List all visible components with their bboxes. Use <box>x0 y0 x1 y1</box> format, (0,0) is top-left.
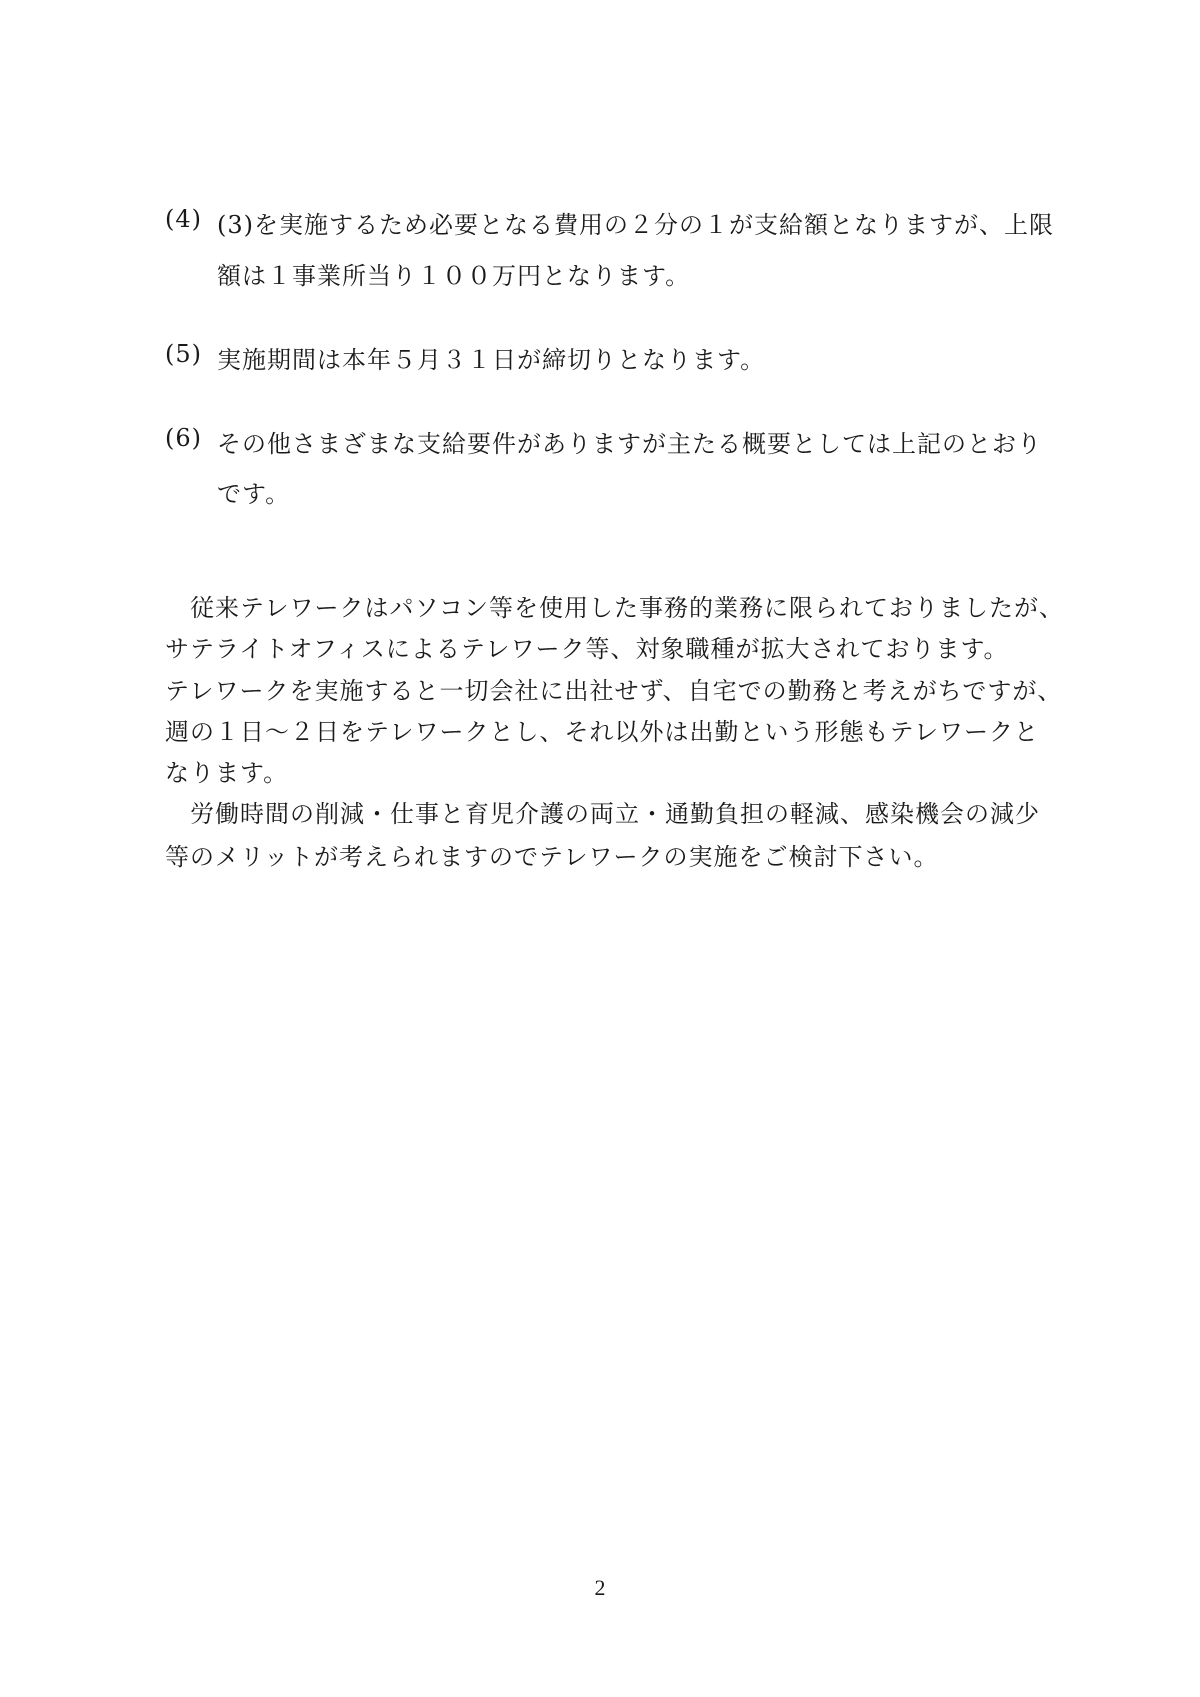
paragraph-line: 等のメリットが考えられますのでテレワークの実施をご検討下さい。 <box>165 843 939 871</box>
paragraph-line: 週の１日～２日をテレワークとし、それ以外は出勤という形態もテレワークと <box>165 718 1040 746</box>
item-line: です。 <box>217 480 291 508</box>
page-number: 2 <box>594 1575 606 1600</box>
paragraph-line: テレワークを実施すると一切会社に出社せず、自宅での勤務と考えがちですが、 <box>165 677 1063 705</box>
item-number: (4) <box>165 205 202 233</box>
paragraph-line: なります。 <box>165 759 289 787</box>
item-line: 実施期間は本年５月３１日が締切りとなります。 <box>217 346 766 374</box>
item-line: その他さまざまな支給要件がありますが主たる概要としては上記のとおり <box>217 430 1042 458</box>
item-line: (3)を実施するため必要となる費用の２分の１が支給額となりますが、上限 <box>217 211 1054 239</box>
item-number: (6) <box>165 424 202 452</box>
paragraph-line: サテライトオフィスによるテレワーク等、対象職種が拡大されております。 <box>165 635 1009 663</box>
paragraph-line: 労働時間の削減・仕事と育児介護の両立・通勤負担の軽減、感染機会の減少 <box>165 800 1040 828</box>
item-number: (5) <box>165 340 202 368</box>
paragraph-line: 従来テレワークはパソコン等を使用した事務的業務に限られておりましたが、 <box>165 594 1065 622</box>
item-line: 額は１事業所当り１００万円となります。 <box>217 262 691 290</box>
